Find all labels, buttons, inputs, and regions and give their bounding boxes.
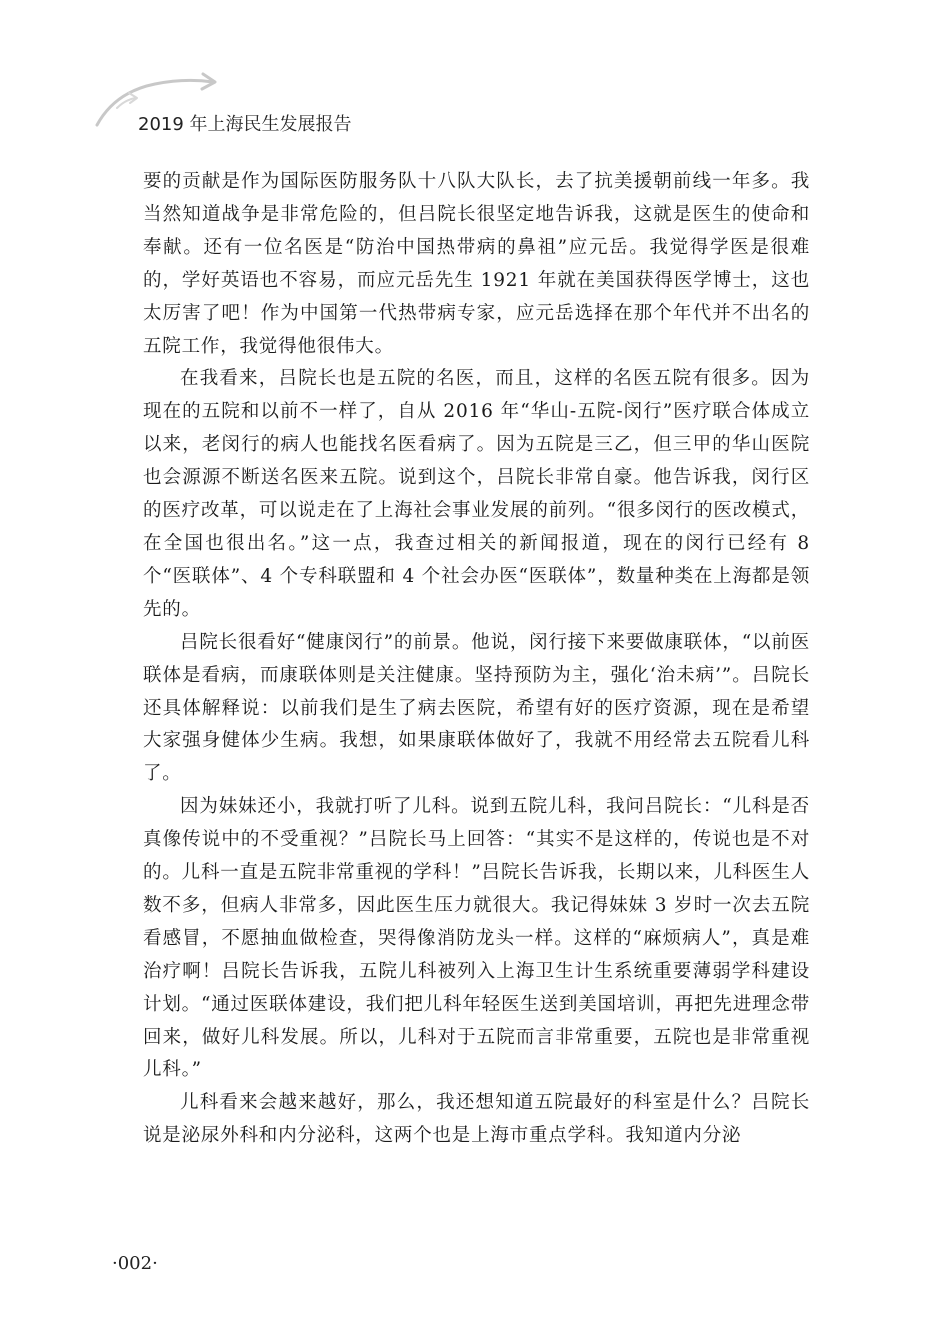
paragraph-4: 因为妹妹还小，我就打听了儿科。说到五院儿科，我问吕院长：“儿科是否真像传说中的不受重视？”吕院长马上回答：“其实不是这样的，传说也是不对的。儿科一直是五院非常重视的学科！”吕院长告诉我，长期以来，儿科医生人数不多，但病人非常多，因此医生压力就很大。我记得妹妹 3 岁时一次去五院看感冒，不愿抽血做检查，哭得像消防龙头一样。这样的“麻烦病人”，真是难治疗啊！吕院长告诉我，五院儿科被列入上海卫生计生系统重要薄弱学科建设计划。“通过医联体建设，我们把儿科年轻医生送到美国培训，再把先进理念带回来，做好儿科发展。所以，儿科对于五院而言非常重要，五院也是非常重视儿科。” <box>143 796 810 1081</box>
paragraph-3: 吕院长很看好“健康闵行”的前景。他说，闵行接下来要做康联体，“以前医联体是看病，而康联体则是关注健康。坚持预防为主，强化‘治未病’”。吕院长还具体解释说：以前我们是生了病去医院，希望有好的医疗资源，现在是希望大家强身健体少生病。我想，如果康联体做好了，我就不用经常去五院看儿科了。 <box>143 631 810 785</box>
paragraph-2: 在我看来，吕院长也是五院的名医，而且，这样的名医五院有很多。因为现在的五院和以前不一样了，自从 2016 年“华山-五院-闵行”医疗联合体成立以来，老闵行的病人也能找名医看病了。因为五院是三乙，但三甲的华山医院也会源源不断送名医来五院。说到这个，吕院长非常自豪。他告诉我，闵行区的医疗改革，可以说走在了上海社会事业发展的前列。“很多闵行的医改模式，在全国也很出名。”这一点，我查过相关的新闻报道，现在的闵行已经有 8 个“医联体”、4 个专科联盟和 4 个社会办医“医联体”，数量种类在上海都是领先的。 <box>143 368 810 620</box>
paragraph-5: 儿科看来会越来越好，那么，我还想知道五院最好的科室是什么？吕院长说是泌尿外科和内分泌科，这两个也是上海市重点学科。我知道内分泌 <box>143 1092 810 1147</box>
page-number: ·002· <box>112 1253 158 1274</box>
paragraph-1: 要的贡献是作为国际医防服务队十八队大队长，去了抗美援朝前线一年多。我当然知道战争是非常危险的，但吕院长很坚定地告诉我，这就是医生的使命和奉献。还有一位名医是“防治中国热带病的鼻祖”应元岳。我觉得学医是很难的，学好英语也不容易，而应元岳先生 1921 年就在美国获得医学博士，这也太厉害了吧！作为中国第一代热带病专家，应元岳选择在那个年代并不出名的五院工作，我觉得他很伟大。 <box>143 171 810 357</box>
running-header <box>95 70 395 140</box>
body-text <box>143 166 810 1153</box>
header-title: 2019 年上海民生发展报告 <box>138 114 352 135</box>
